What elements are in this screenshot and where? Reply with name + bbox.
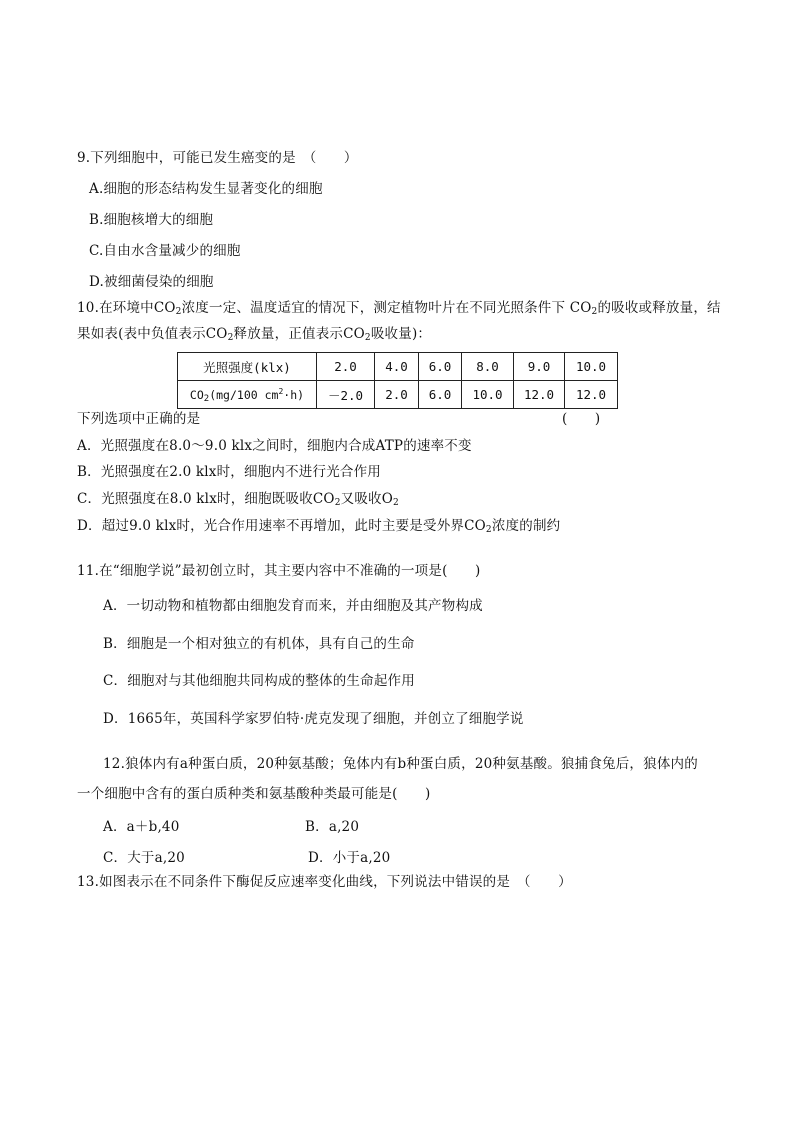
table-header-cell: 2.0 [317,353,375,381]
table-cell: 6.0 [419,381,462,409]
q9-option-c: C.自由水含量减少的细胞 [89,243,241,259]
q12-option-c: C．大于a,20 [103,850,185,866]
q11-option-a: A．一切动物和植物都由细胞发育而来，并由细胞及其产物构成 [103,598,483,614]
q9-option-b: B.细胞核增大的细胞 [89,212,214,228]
q10-prompt: 下列选项中正确的是 [77,411,201,427]
q12-option-b: B．a,20 [305,819,360,835]
q10-option-d: D．超过9.0 klx时，光合作用速率不再增加，此时主要是受外界$CO_2$浓度的制约 [77,518,561,535]
q10-option-b: B．光照强度在2.0 klx时，细胞内不进行光合作用 [77,464,381,480]
table-cell: 10.0 [462,381,514,409]
table-header-row [178,353,618,381]
light-co2-table [177,352,618,409]
table-row [178,381,618,409]
table-header-cell: 8.0 [462,353,514,381]
q11-option-b: B．细胞是一个相对独立的有机体，具有自己的生命 [103,636,415,652]
table-cell: 12.0 [514,381,565,409]
table-cell: 2.0 [375,381,419,409]
q9-stem: 9.下列细胞中，可能已发生癌变的是 （ ） [77,150,358,166]
q12-stem-line1: 12.狼体内有a种蛋白质，20种氨基酸；兔体内有b种蛋白质，20种氨基酸。狼捕食兔后，狼体内的 [103,756,698,772]
q10-option-c: C．光照强度在8.0 klx时，细胞既吸收$CO_2$又吸收$O_2$ [77,491,399,508]
q10-stem-line2: 果如表(表中负值表示$CO_2$释放量，正值表示$CO_2$吸收量)： [77,326,432,343]
table-header-label: 光照强度(klx) [178,353,317,381]
q11-stem: 11.在“细胞学说”最初创立时，其主要内容中不准确的一项是( ) [77,563,481,579]
q9-option-d: D.被细菌侵染的细胞 [89,274,214,290]
table-row-label: $CO_2(mg/100$ $cm^2\cdot h$) [178,381,317,409]
table-header-cell: 10.0 [565,353,618,381]
table-header-cell: 4.0 [375,353,419,381]
table-cell: －2.0 [317,381,375,409]
table-header-cell: 9.0 [514,353,565,381]
q11-option-d: D．1665年，英国科学家罗伯特·虎克发现了细胞，并创立了细胞学说 [103,711,524,727]
q9-option-a: A.细胞的形态结构发生显著变化的细胞 [89,181,323,197]
table-cell: 12.0 [565,381,618,409]
q10-answer-bracket: ( ) [562,411,601,427]
q10-option-a: A．光照强度在8.0～9.0 klx之间时，细胞内合成ATP的速率不变 [77,438,472,454]
q12-option-d: D．小于a,20 [308,850,391,866]
q11-option-c: C．细胞对与其他细胞共同构成的整体的生命起作用 [103,673,415,689]
q12-stem-line2: 一个细胞中含有的蛋白质种类和氨基酸种类最可能是( ) [77,786,431,802]
q12-option-a: A．a＋b,40 [103,819,180,835]
q10-stem-line1: 10.在环境中$CO_2$浓度一定、温度适宜的情况下，测定植物叶片在不同光照条件下 $CO_2$的吸收或释放量，结 [77,300,721,317]
table-header-cell: 6.0 [419,353,462,381]
q13-stem: 13.如图表示在不同条件下酶促反应速率变化曲线，下列说法中错误的是 （ ） [77,874,572,890]
